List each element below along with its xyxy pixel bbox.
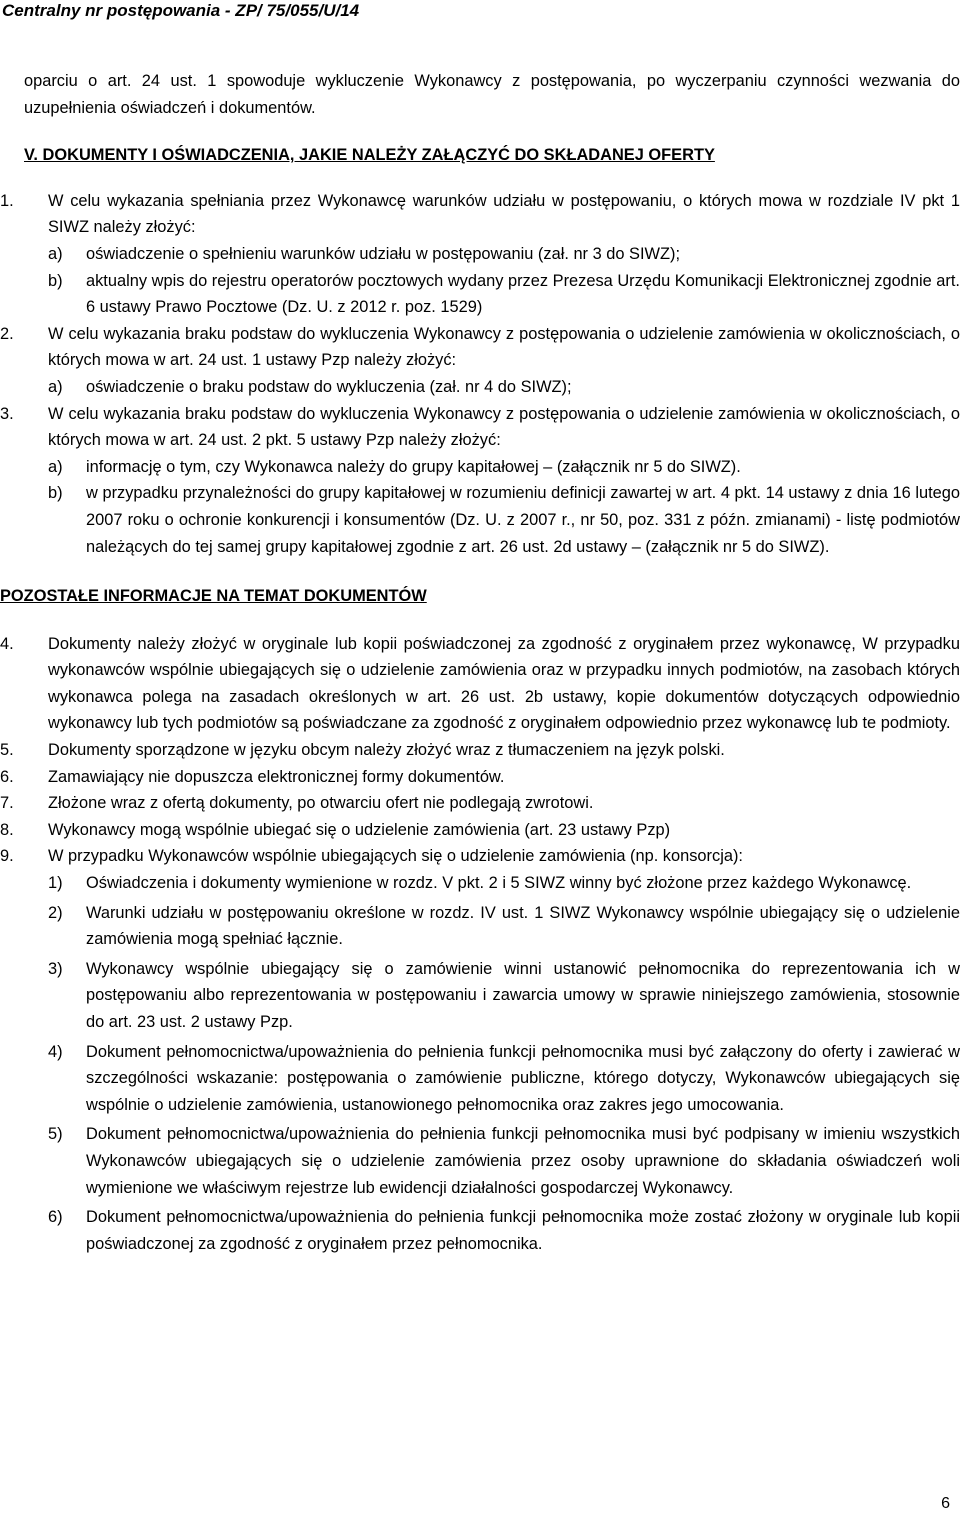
subitem-number: 5) <box>48 1125 63 1144</box>
list-subitem-1a <box>0 241 960 268</box>
subitem-text: informację o tym, czy Wykonawca należy do grupy kapitałowej – (załącznik nr 5 do SIWZ). <box>86 457 741 476</box>
item-number: 8. <box>0 820 14 839</box>
subitem-letter: b) <box>48 271 63 290</box>
list-item-3 <box>0 401 960 454</box>
item-text: Zamawiający nie dopuszcza elektronicznej formy dokumentów. <box>48 767 505 786</box>
list-subitem-9-2 <box>0 900 960 953</box>
page-number: 6 <box>941 1495 950 1512</box>
item-text: W przypadku Wykonawców wspólnie ubiegających się o udzielenie zamówienia (np. konsorcja): <box>48 847 743 866</box>
list-item-5 <box>0 737 960 764</box>
subitem-number: 6) <box>48 1208 63 1227</box>
item-number: 7. <box>0 794 14 813</box>
item-number: 2. <box>0 324 14 343</box>
subitem-letter: b) <box>48 484 63 503</box>
list-item-8 <box>0 817 960 844</box>
list-item-2 <box>0 321 960 374</box>
item-text: W celu wykazania spełniania przez Wykonawcę warunków udziału w postępowaniu, o których mowa w rozdziale IV pkt 1 SIWZ należy złożyć: <box>48 191 960 237</box>
item-number: 4. <box>0 634 14 653</box>
list-item-1 <box>0 188 960 241</box>
subitem-number: 2) <box>48 903 63 922</box>
subitem-number: 4) <box>48 1042 63 1061</box>
section-v-heading: V. DOKUMENTY I OŚWIADCZENIA, JAKIE NALEŻY ZAŁĄCZYĆ DO SKŁADANEJ OFERTY <box>24 146 715 165</box>
item-number: 1. <box>0 191 14 210</box>
list-subitem-9-4 <box>0 1039 960 1119</box>
subitem-text: Warunki udziału w postępowaniu określone w rozdz. IV ust. 1 SIWZ Wykonawcy wspólnie ubiegający się o udzielenie zamówienia mogą spełniać łącznie. <box>86 903 960 949</box>
subitem-text: aktualny wpis do rejestru operatorów pocztowych wydany przez Prezesa Urzędu Komunikacji Elektronicznej zgodnie art. 6 ustawy Prawo Pocztowe (Dz. U. z 2012 r. poz. 1529) <box>86 271 960 317</box>
item-number: 9. <box>0 847 14 866</box>
list-subitem-9-6 <box>0 1204 960 1257</box>
item-text: Złożone wraz z ofertą dokumenty, po otwarciu ofert nie podlegają zwrotowi. <box>48 794 594 813</box>
section-other-heading: POZOSTAŁE INFORMACJE NA TEMAT DOKUMENTÓW <box>0 587 427 606</box>
item-text: Dokumenty należy złożyć w oryginale lub kopii poświadczonej za zgodność z oryginałem przez wykonawcę, W przypadku wykonawców wspólnie ubiegających się o udzielenie zamówienia oraz w przypadku innych podmiotów, na zasobach których wykonawca polega na zasadach określonych w art. 26 ust. 2b ustawy, kopie dokumentów dotyczących odpowiednio wykonawcy lub tych podmiotów są poświadczane za zgodność z oryginałem odpowiednio przez wykonawcę lub te podmioty. <box>48 634 960 733</box>
item-number: 5. <box>0 741 14 760</box>
subitem-text: Wykonawcy wspólnie ubiegający się o zamówienie winni ustanowić pełnomocnika do reprezentowania ich w postępowaniu albo reprezentowania w postępowaniu i zawarcia umowy w sprawie niniejszego zamówienia, stosownie do art. 23 ust. 2 ustawy Pzp. <box>86 959 960 1031</box>
subitem-letter: a) <box>48 244 63 263</box>
subitem-text: w przypadku przynależności do grupy kapitałowej w rozumieniu definicji zawartej w art. 4 pkt. 14 ustawy z dnia 16 lutego 2007 roku o ochronie konkurencji i konsumentów (Dz. U. z 2007 r., nr 50, poz. 331 z późn. zmianami) - listę podmiotów należących do tej samej grupy kapitałowej zgodnie z art. 26 ust. 2d ustawy – (załącznik nr 5 do SIWZ). <box>86 484 960 556</box>
subitem-text: oświadczenie o braku podstaw do wykluczenia (zał. nr 4 do SIWZ); <box>86 377 572 396</box>
intro-paragraph: oparciu o art. 24 ust. 1 spowoduje wykluczenie Wykonawcy z postępowania, po wyczerpaniu czynności wezwania do uzupełnienia oświadczeń i dokumentów. <box>24 72 960 117</box>
list-item-6 <box>0 764 960 791</box>
subitem-text: Dokument pełnomocnictwa/upoważnienia do pełnienia funkcji pełnomocnika musi być załączony do oferty i zawierać w szczególności wskazanie: postępowania o zamówienie publiczne, którego dotyczy, Wykonawców ubiegających się wspólnie o udzielenie zamówienia, ustanowionego pełnomocnika oraz zakres jego umocowania. <box>86 1042 960 1114</box>
subitem-text: Dokument pełnomocnictwa/upoważnienia do pełnienia funkcji pełnomocnika musi być podpisany w imieniu wszystkich Wykonawców ubiegających się o udzielenie zamówienia przez osoby uprawnione do składania oświadczeń woli wymienione we właściwym rejestrze lub ewidencji działalności gospodarczej Wykonawcy. <box>86 1125 960 1197</box>
list-subitem-9-5 <box>0 1121 960 1201</box>
item-text: W celu wykazania braku podstaw do wykluczenia Wykonawcy z postępowania o udzielenie zamówienia w okolicznościach, o których mowa w art. 24 ust. 2 pkt. 5 ustawy Pzp należy złożyć: <box>48 404 960 450</box>
subitem-letter: a) <box>48 457 63 476</box>
list-item-7 <box>0 790 960 817</box>
list-subitem-9-1 <box>0 870 960 897</box>
list-subitem-1b <box>0 268 960 321</box>
list-subitem-9-3 <box>0 956 960 1036</box>
subitem-number: 1) <box>48 874 63 893</box>
item-text: Dokumenty sporządzone w języku obcym należy złożyć wraz z tłumaczeniem na język polski. <box>48 741 725 760</box>
subitem-text: Dokument pełnomocnictwa/upoważnienia do pełnienia funkcji pełnomocnika może zostać złożony w oryginale lub kopii poświadczonej za zgodność z oryginałem przez pełnomocnika. <box>86 1208 960 1253</box>
list-subitem-2a <box>0 374 960 401</box>
list-subitem-3b <box>0 480 960 560</box>
item-text: W celu wykazania braku podstaw do wykluczenia Wykonawcy z postępowania o udzielenie zamówienia w okolicznościach, o których mowa w art. 24 ust. 1 ustawy Pzp należy złożyć: <box>48 324 960 370</box>
list-subitem-3a <box>0 454 960 481</box>
page-header: Centralny nr postępowania - ZP/ 75/055/U/14 <box>2 1 360 20</box>
subitem-letter: a) <box>48 377 63 396</box>
item-text: Wykonawcy mogą wspólnie ubiegać się o udzielenie zamówienia (art. 23 ustawy Pzp) <box>48 820 671 839</box>
subitem-text: Oświadczenia i dokumenty wymienione w rozdz. V pkt. 2 i 5 SIWZ winny być złożone przez każdego Wykonawcę. <box>86 874 912 893</box>
item-number: 3. <box>0 404 14 423</box>
subitem-text: oświadczenie o spełnieniu warunków udziału w postępowaniu (zał. nr 3 do SIWZ); <box>86 244 681 263</box>
list-item-4 <box>0 631 960 737</box>
item-number: 6. <box>0 767 14 786</box>
document-body <box>0 68 960 1257</box>
subitem-number: 3) <box>48 959 63 978</box>
list-item-9 <box>0 843 960 870</box>
